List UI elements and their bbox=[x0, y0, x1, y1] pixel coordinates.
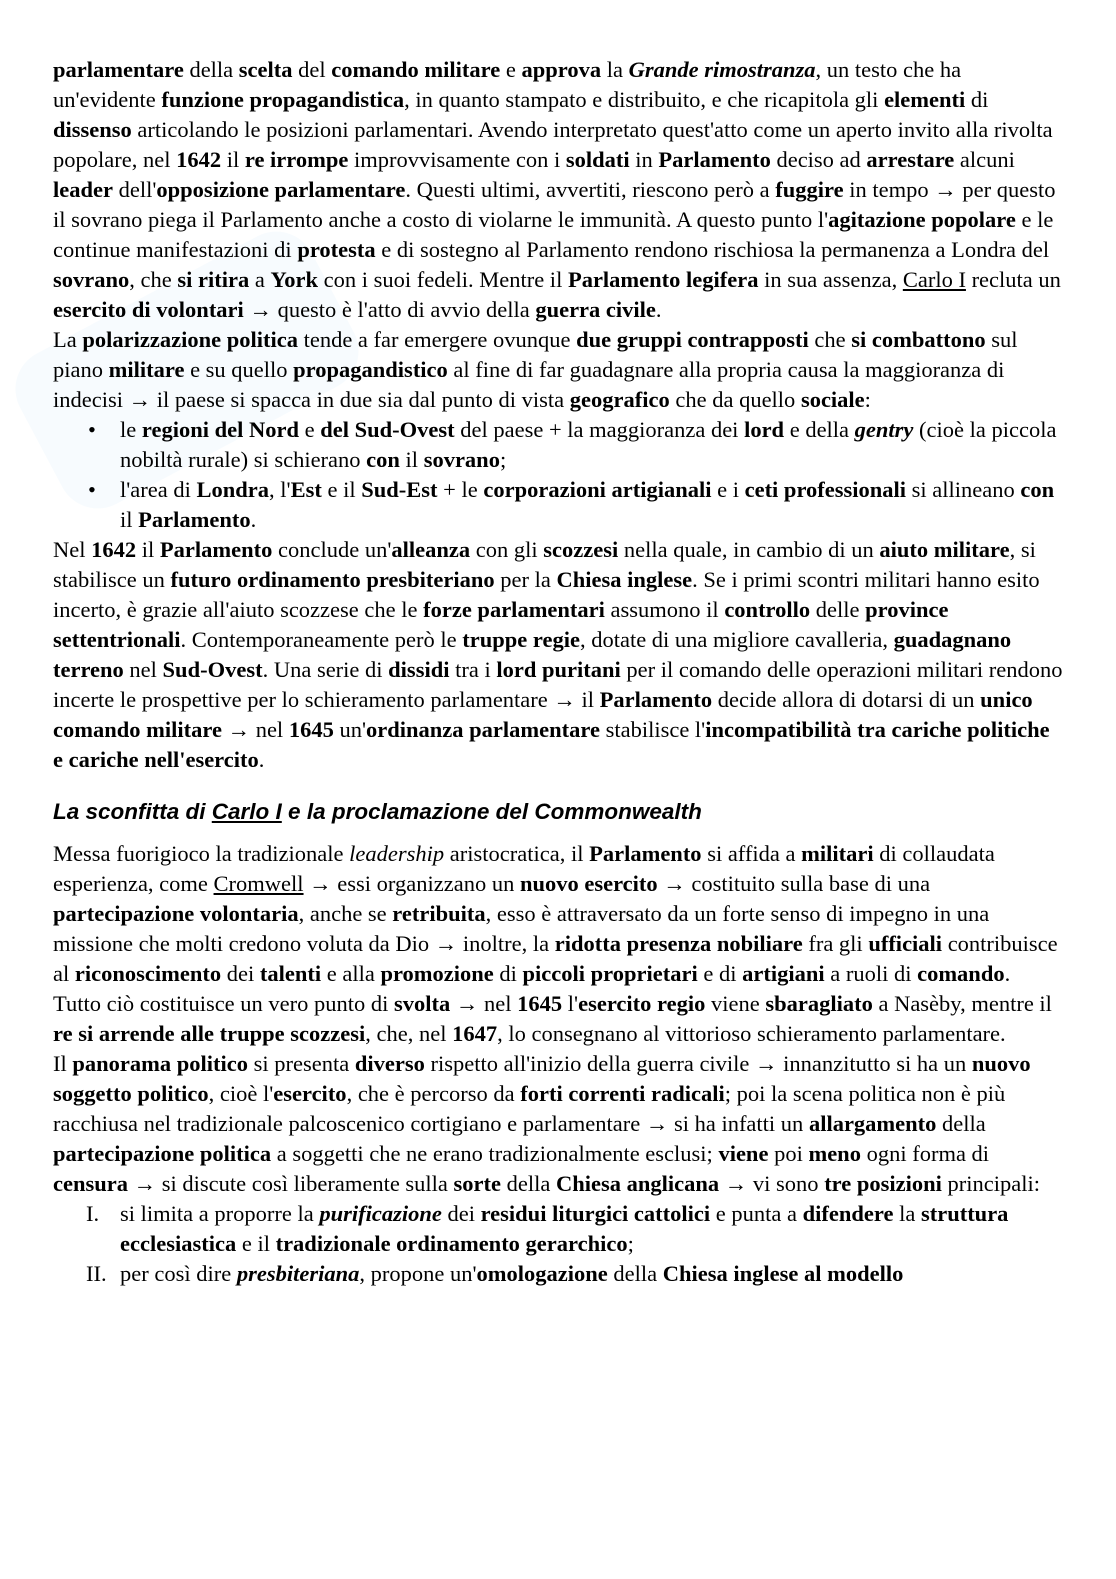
bold-text: opposizione parlamentare bbox=[156, 177, 406, 202]
paragraph bbox=[53, 325, 1063, 415]
text-run: e della bbox=[784, 417, 855, 442]
bold-text: tradizionale ordinamento gerarchico bbox=[275, 1231, 628, 1256]
text-run: il bbox=[120, 507, 139, 532]
bold-text: sovrano bbox=[423, 447, 500, 472]
bold-text: si combattono bbox=[851, 327, 986, 352]
text-run: con gli bbox=[470, 537, 544, 562]
text-run: a soggetti che ne erano tradizionalmente esclusi; bbox=[271, 1141, 719, 1166]
text-run: dei bbox=[221, 961, 260, 986]
bold-text: esercito regio bbox=[578, 991, 706, 1016]
text-run: , si stabilisce un bbox=[53, 537, 1036, 592]
text-run: tende a far emergere ovunque bbox=[297, 327, 577, 352]
text-run: , che bbox=[129, 267, 178, 292]
bold-text: panorama politico bbox=[72, 1051, 249, 1076]
text-run: . bbox=[258, 747, 265, 772]
bold-text: riconoscimento bbox=[74, 961, 222, 986]
text-run: e le continue manifestazioni di bbox=[53, 207, 1054, 262]
text-run: e il bbox=[236, 1231, 276, 1256]
bold-italic-text: Grande rimostranza bbox=[628, 57, 816, 82]
roman-list-item bbox=[53, 1259, 1063, 1289]
text-run: . bbox=[250, 507, 257, 532]
paragraph bbox=[53, 55, 1063, 325]
bold-text: svolta bbox=[394, 991, 451, 1016]
text-run: recluta un bbox=[965, 267, 1061, 292]
text-run: con i suoi fedeli. Mentre il bbox=[318, 267, 568, 292]
bold-text: comando militare bbox=[331, 57, 501, 82]
text-run: , esso è attraversato da un forte senso di impegno in una missione che molti credono voluta da Dio → inoltre, la bbox=[53, 901, 990, 956]
text-run: ; bbox=[499, 447, 507, 472]
bold-text: esercito bbox=[273, 1081, 347, 1106]
bold-text: diverso bbox=[354, 1051, 425, 1076]
bold-text: residui liturgici cattolici bbox=[480, 1201, 711, 1226]
text-run: il bbox=[399, 447, 424, 472]
bold-text: tre posizioni bbox=[824, 1171, 942, 1196]
text-run: , in quanto stampato e distribuito, e che ricapitola gli bbox=[404, 87, 885, 112]
bold-text: forti correnti radicali bbox=[520, 1081, 725, 1106]
text-run: ; bbox=[627, 1231, 634, 1256]
text-run: si limita a proporre la bbox=[120, 1201, 320, 1226]
text-run: → costituito sulla base di una bbox=[657, 871, 931, 896]
bold-text: propagandistico bbox=[293, 357, 448, 382]
bold-text: retribuita bbox=[392, 901, 486, 926]
text-run: e bbox=[298, 417, 321, 442]
bold-text: lord bbox=[744, 417, 785, 442]
bold-text: Londra bbox=[196, 477, 270, 502]
text-run: l' bbox=[562, 991, 579, 1016]
text-run: si presenta bbox=[248, 1051, 355, 1076]
text-run: , anche se bbox=[298, 901, 393, 926]
text-run: a Nasèby, mentre il bbox=[872, 991, 1052, 1016]
text-run: articolando le posizioni parlamentari. Avendo interpretato quest'atto come un aperto invito alla rivolta popolare, nel bbox=[53, 117, 1053, 172]
bold-text: esercito di volontari bbox=[53, 297, 244, 322]
bold-text: unico comando militare bbox=[53, 687, 1033, 742]
bold-text: province settentrionali bbox=[53, 597, 949, 652]
text-run: dei bbox=[441, 1201, 481, 1226]
text-run: di collaudata esperienza, come bbox=[53, 841, 995, 896]
bold-text: 1645 bbox=[288, 717, 334, 742]
text-run: decide allora di dotarsi di un bbox=[712, 687, 981, 712]
bold-text: Parlamento bbox=[589, 841, 702, 866]
text-run: , propone un' bbox=[359, 1261, 477, 1286]
list-number: I. bbox=[86, 1201, 100, 1226]
bold-text: Parlamento bbox=[599, 687, 713, 712]
bold-text: dissenso bbox=[53, 117, 132, 142]
text-run: il bbox=[221, 147, 245, 172]
bold-text: leader bbox=[53, 177, 113, 202]
bold-text: corporazioni artigianali bbox=[483, 477, 712, 502]
text-run: deciso ad bbox=[770, 147, 867, 172]
bold-text: militari bbox=[801, 841, 874, 866]
bold-text: alleanza bbox=[391, 537, 471, 562]
text-run: in sua assenza, bbox=[758, 267, 903, 292]
bold-text: militare bbox=[108, 357, 185, 382]
bold-text: 1645 bbox=[517, 991, 563, 1016]
underlined-text: Carlo I bbox=[902, 267, 966, 292]
text-run: → essi organizzano un bbox=[303, 871, 520, 896]
text-run: della bbox=[607, 1261, 663, 1286]
text-run: sul piano bbox=[53, 327, 1018, 382]
text-run: → questo è l'atto di avvio della bbox=[243, 297, 536, 322]
text-run: rispetto all'inizio della guerra civile → innanzitutto si ha un bbox=[424, 1051, 972, 1076]
text-run: dell' bbox=[112, 177, 157, 202]
bold-text: re si arrende alle truppe scozzesi bbox=[53, 1021, 366, 1046]
bold-text: approva bbox=[521, 57, 602, 82]
bold-text: dissidi bbox=[388, 657, 450, 682]
bullet-marker: • bbox=[88, 417, 96, 442]
bold-text: elementi bbox=[884, 87, 966, 112]
text-run: un' bbox=[333, 717, 366, 742]
text-run: , lo consegnano al vittorioso schieramento parlamentare. bbox=[497, 1021, 1006, 1046]
text-run: conclude un' bbox=[272, 537, 392, 562]
text-run: nella quale, in cambio di un bbox=[618, 537, 880, 562]
bold-text: Chiesa inglese al modello bbox=[662, 1261, 904, 1286]
text-run: e la proclamazione del Commonwealth bbox=[281, 799, 702, 824]
bold-text: sovrano bbox=[53, 267, 130, 292]
bold-text: nuovo esercito bbox=[519, 871, 658, 896]
text-run: , l' bbox=[269, 477, 291, 502]
text-run: nel bbox=[123, 657, 163, 682]
bold-text: fuggire bbox=[775, 177, 844, 202]
bold-text: Parlamento bbox=[159, 537, 273, 562]
text-run: , un testo che ha un'evidente bbox=[53, 57, 962, 112]
text-run: che bbox=[808, 327, 852, 352]
text-run: del bbox=[292, 57, 332, 82]
text-run: . bbox=[655, 297, 662, 322]
text-run: poi bbox=[768, 1141, 809, 1166]
bold-text: scozzesi bbox=[543, 537, 619, 562]
text-run: il bbox=[136, 537, 160, 562]
text-run: contribuisce al bbox=[53, 931, 1058, 986]
bold-text: piccoli proprietari bbox=[522, 961, 698, 986]
bold-text: sociale bbox=[800, 387, 865, 412]
underlined-text: Carlo I bbox=[211, 799, 282, 824]
text-run: e bbox=[500, 57, 522, 82]
text-run: aristocratica, il bbox=[444, 841, 590, 866]
bold-text: lord puritani bbox=[496, 657, 621, 682]
bold-text: arrestare bbox=[866, 147, 955, 172]
text-run: delle bbox=[810, 597, 866, 622]
text-run: di bbox=[493, 961, 523, 986]
text-run: di bbox=[965, 87, 989, 112]
bold-text: struttura ecclesiastica bbox=[120, 1201, 1009, 1256]
text-run: e di bbox=[697, 961, 743, 986]
bold-text: ufficiali bbox=[868, 931, 943, 956]
text-run: tra i bbox=[449, 657, 497, 682]
text-run: + le bbox=[437, 477, 484, 502]
text-run: la bbox=[893, 1201, 921, 1226]
bold-text: 1642 bbox=[176, 147, 222, 172]
bold-text: guerra civile bbox=[535, 297, 656, 322]
text-run: fra gli bbox=[802, 931, 869, 956]
bold-text: del Sud-Ovest bbox=[320, 417, 455, 442]
bold-text: regioni del Nord bbox=[141, 417, 299, 442]
bold-text: Parlamento legifera bbox=[567, 267, 759, 292]
bold-text: protesta bbox=[297, 237, 376, 262]
bold-text: Chiesa inglese bbox=[556, 567, 693, 592]
bold-text: due gruppi contrapposti bbox=[576, 327, 809, 352]
bold-italic-text: gentry bbox=[854, 417, 914, 442]
bold-text: Sud-Est bbox=[361, 477, 438, 502]
bold-text: con bbox=[1020, 477, 1055, 502]
text-run: . Contemporaneamente però le bbox=[180, 627, 463, 652]
bold-italic-text: purificazione bbox=[319, 1201, 442, 1226]
bold-text: censura bbox=[53, 1171, 128, 1196]
bold-text: Parlamento bbox=[138, 507, 251, 532]
text-run: e il bbox=[321, 477, 362, 502]
text-run: Nel bbox=[53, 537, 92, 562]
text-run: in bbox=[629, 147, 659, 172]
text-run: Il bbox=[53, 1051, 73, 1076]
bold-text: difendere bbox=[802, 1201, 894, 1226]
bold-text: si ritira bbox=[177, 267, 250, 292]
bold-text: ridotta presenza nobiliare bbox=[554, 931, 803, 956]
bold-text: Chiesa anglicana bbox=[556, 1171, 720, 1196]
section-heading bbox=[53, 797, 1063, 827]
text-run: improvvisamente con i bbox=[348, 147, 566, 172]
text-run: del paese + la maggioranza dei bbox=[454, 417, 745, 442]
bold-text: viene bbox=[718, 1141, 769, 1166]
document-body bbox=[53, 55, 1063, 1289]
text-run: e punta a bbox=[710, 1201, 803, 1226]
paragraph bbox=[53, 535, 1063, 775]
text-run: . Se i primi scontri militari hanno esito incerto, è grazie all'aiuto scozzese che le bbox=[53, 567, 1040, 622]
bold-text: re irrompe bbox=[244, 147, 349, 172]
bold-text: funzione propagandistica bbox=[161, 87, 405, 112]
text-run: . Una serie di bbox=[262, 657, 389, 682]
bold-text: allargamento bbox=[808, 1111, 937, 1136]
bullet-list-item bbox=[53, 475, 1063, 535]
text-run: alcuni bbox=[954, 147, 1015, 172]
text-run: stabilisce l' bbox=[599, 717, 706, 742]
text-run: della bbox=[183, 57, 239, 82]
bold-text: talenti bbox=[259, 961, 322, 986]
text-run: La sconfitta di bbox=[53, 799, 212, 824]
bold-text: ordinanza parlamentare bbox=[366, 717, 600, 742]
text-run: e di sostegno al Parlamento rendono rischiosa la permanenza a Londra del bbox=[375, 237, 1050, 262]
text-run: della bbox=[501, 1171, 557, 1196]
text-run: e alla bbox=[321, 961, 381, 986]
text-run: principali: bbox=[941, 1171, 1041, 1196]
text-run: della bbox=[936, 1111, 986, 1136]
bold-text: 1647 bbox=[452, 1021, 498, 1046]
bold-text: futuro ordinamento presbiteriano bbox=[170, 567, 495, 592]
text-run: per la bbox=[494, 567, 557, 592]
bold-italic-text: presbiteriana bbox=[236, 1261, 360, 1286]
bold-text: geografico bbox=[569, 387, 670, 412]
bold-text: scelta bbox=[238, 57, 293, 82]
text-run: , cioè l' bbox=[208, 1081, 274, 1106]
bold-text: controllo bbox=[724, 597, 811, 622]
text-run: al fine di far guadagnare alla propria causa la maggioranza di indecisi → il paese si spacca in due sia dal punto di vista bbox=[53, 357, 1005, 412]
bold-text: Est bbox=[290, 477, 322, 502]
bold-text: incompatibilità tra cariche politiche e cariche nell'esercito bbox=[53, 717, 1050, 772]
bold-text: artigiani bbox=[742, 961, 825, 986]
text-run: (cioè la piccola nobiltà rurale) si schierano bbox=[120, 417, 1057, 472]
bold-text: parlamentare bbox=[53, 57, 184, 82]
roman-list-item bbox=[53, 1199, 1063, 1259]
text-run: le bbox=[120, 417, 142, 442]
text-run: l'area di bbox=[120, 477, 197, 502]
text-run: e i bbox=[711, 477, 745, 502]
text-run: , che, nel bbox=[365, 1021, 453, 1046]
text-run: : bbox=[864, 387, 871, 412]
text-run: → nel bbox=[450, 991, 518, 1016]
bold-text: meno bbox=[808, 1141, 861, 1166]
bold-text: Sud-Ovest bbox=[162, 657, 263, 682]
text-run: si allineano bbox=[906, 477, 1021, 502]
bold-text: promozione bbox=[380, 961, 494, 986]
bold-text: sbaragliato bbox=[765, 991, 873, 1016]
bold-text: aiuto militare bbox=[879, 537, 1010, 562]
text-run: Messa fuorigioco la tradizionale bbox=[53, 841, 350, 866]
italic-text: leadership bbox=[349, 841, 445, 866]
text-run: assumono il bbox=[604, 597, 725, 622]
text-run: → si discute così liberamente sulla bbox=[128, 1171, 454, 1196]
text-run: che da quello bbox=[669, 387, 801, 412]
text-run: ogni forma di bbox=[860, 1141, 990, 1166]
text-run: viene bbox=[705, 991, 766, 1016]
text-run: per così dire bbox=[120, 1261, 237, 1286]
bold-text: agitazione popolare bbox=[828, 207, 1016, 232]
bold-text: con bbox=[366, 447, 400, 472]
bold-text: partecipazione politica bbox=[53, 1141, 272, 1166]
text-run: → nel bbox=[221, 717, 289, 742]
text-run: , che è percorso da bbox=[346, 1081, 521, 1106]
bold-text: Parlamento bbox=[658, 147, 771, 172]
bold-text: omologazione bbox=[476, 1261, 608, 1286]
bold-text: sorte bbox=[453, 1171, 502, 1196]
paragraph bbox=[53, 1049, 1063, 1199]
text-run: a bbox=[249, 267, 271, 292]
text-run: in tempo → per questo il sovrano piega il Parlamento anche a costo di violarne le immunità. A questo punto l' bbox=[53, 177, 1056, 232]
bold-text: soldati bbox=[565, 147, 630, 172]
underlined-text: Cromwell bbox=[213, 871, 304, 896]
text-run: → vi sono bbox=[719, 1171, 825, 1196]
text-run: e su quello bbox=[184, 357, 294, 382]
bullet-marker: • bbox=[88, 477, 96, 502]
text-run: . Tutto ciò costituisce un vero punto di bbox=[53, 961, 1011, 1016]
bold-text: 1642 bbox=[91, 537, 137, 562]
bold-text: polarizzazione politica bbox=[82, 327, 298, 352]
bold-text: comando bbox=[917, 961, 1005, 986]
list-number: II. bbox=[86, 1261, 107, 1286]
text-run: la bbox=[601, 57, 629, 82]
text-run: a ruoli di bbox=[824, 961, 918, 986]
text-run: per il comando delle operazioni militari rendono incerte le prospettive per lo schieramento parlamentare → il bbox=[53, 657, 1063, 712]
paragraph bbox=[53, 839, 1063, 1049]
text-run: si affida a bbox=[701, 841, 802, 866]
bold-text: partecipazione volontaria bbox=[53, 901, 299, 926]
bold-text: York bbox=[270, 267, 318, 292]
bold-text: guadagnano terreno bbox=[53, 627, 1012, 682]
text-run: ; poi la scena politica non è più racchiusa nel tradizionale palcoscenico cortigiano e parlamentare → si ha infatti un bbox=[53, 1081, 1006, 1136]
text-run: , dotate di una migliore cavalleria, bbox=[579, 627, 894, 652]
bullet-list-item bbox=[53, 415, 1063, 475]
bold-text: truppe regie bbox=[462, 627, 580, 652]
bold-text: ceti professionali bbox=[744, 477, 907, 502]
bold-text: forze parlamentari bbox=[423, 597, 605, 622]
text-run: La bbox=[53, 327, 83, 352]
bold-text: nuovo soggetto politico bbox=[53, 1051, 1031, 1106]
text-run: . Questi ultimi, avvertiti, riescono però a bbox=[405, 177, 776, 202]
